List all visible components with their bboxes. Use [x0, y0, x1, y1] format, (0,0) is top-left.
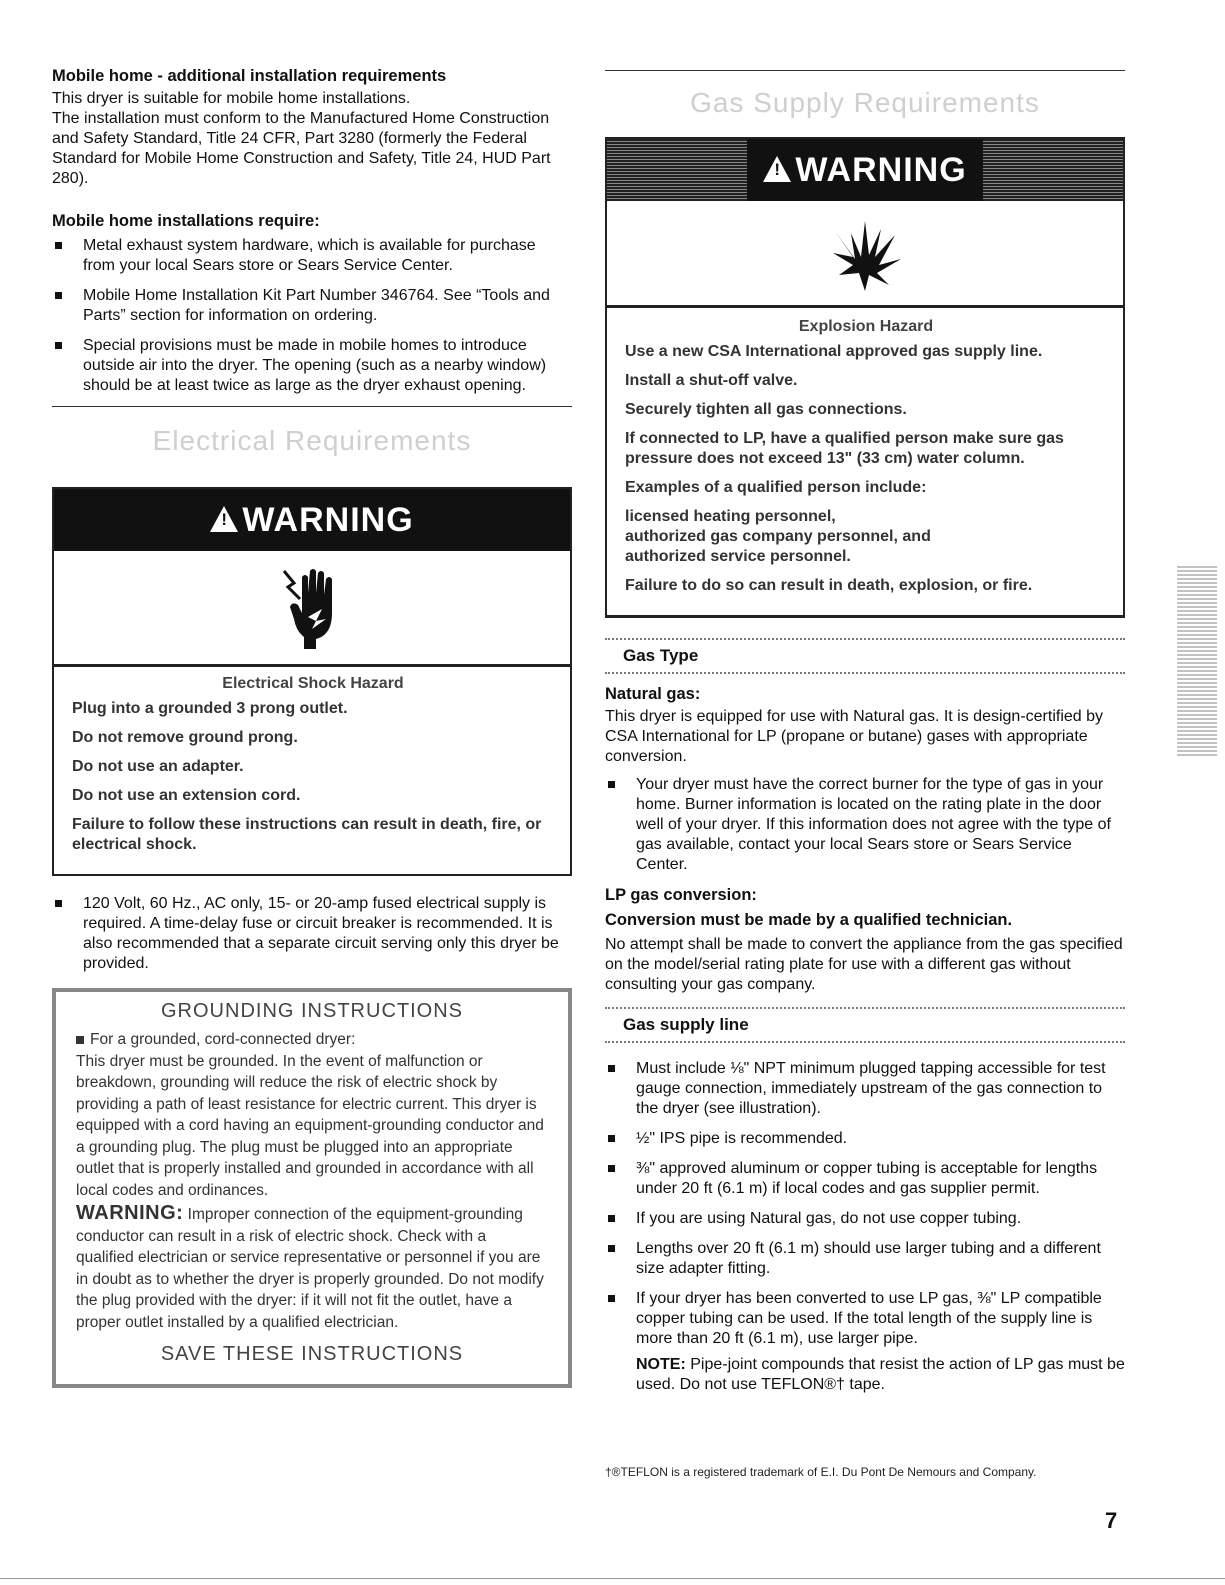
- gas-section-title: Gas Supply Requirements: [690, 87, 1040, 118]
- warning-line: Failure to do so can result in death, explosion, or fire.: [625, 577, 1033, 594]
- electrical-warning-box: [52, 487, 572, 876]
- warning-line: Failure to follow these instructions can result in death, fire, or electrical shock.: [72, 816, 542, 853]
- list-item: Your dryer must have the correct burner for the type of gas in your home. Burner information is located on the rating plate in the door well of your dryer. If this information does not agree with the type of gas available, contact your local Sears store or Sears Service Center.: [605, 775, 1125, 875]
- grounding-title: GROUNDING INSTRUCTIONS: [161, 1000, 463, 1022]
- list-item: Mobile Home Installation Kit Part Number 346764. See “Tools and Parts” section for information on ordering.: [52, 286, 572, 326]
- warning-label: WARNING: [795, 150, 967, 189]
- gas-supply-list: [605, 1059, 1125, 1349]
- note-label: NOTE:: [636, 1356, 686, 1373]
- warning-line: Do not remove ground prong.: [72, 729, 298, 746]
- warning-line: Do not use an adapter.: [72, 758, 244, 775]
- page-number: 7: [1105, 1508, 1118, 1533]
- warning-banner: [607, 139, 1123, 201]
- electrical-list: [52, 894, 572, 974]
- note: [605, 1355, 1125, 1395]
- gas-supply-line-heading: Gas supply line: [605, 1007, 1125, 1043]
- warning-line: Do not use an extension cord.: [72, 787, 301, 804]
- gas-type-heading: Gas Type: [605, 638, 1125, 674]
- electrical-section-title: Electrical Requirements: [152, 425, 472, 456]
- left-column: [52, 66, 572, 1388]
- bottom-rule: [0, 1578, 1225, 1579]
- grounding-paragraph: This dryer must be grounded. In the event of malfunction or breakdown, grounding will reduce the risk of electric shock by providing a path of least resistance for electric current. This dryer is equipped with a cord having an equipment-grounding conductor and a grounding plug. The plug must be plugged into an appropriate outlet that is properly installed and grounded in accordance with all local codes and ordinances.: [76, 1052, 544, 1199]
- grounding-warning-text: Improper connection of the equipment-grounding conductor can result in a risk of electric shock. Check with a qualified electrician or service representative or personnel if you are in doubt as to whether the dryer is properly grounded. Do not modify the plug provided with the dryer: if it will not fit the outlet, have a proper outlet installed by a qualified electrician.: [76, 1206, 544, 1331]
- natural-gas-list: [605, 775, 1125, 875]
- warning-triangle-icon: [210, 506, 238, 532]
- warning-triangle-icon: [763, 156, 791, 182]
- natural-gas-heading: Natural gas:: [605, 685, 701, 703]
- warning-line: Examples of a qualified person include:: [625, 479, 927, 496]
- list-item: ½" IPS pipe is recommended.: [605, 1129, 1125, 1149]
- trademark-footnote: †®TEFLON is a registered trademark of E.I. Du Pont De Nemours and Company.: [605, 1465, 1037, 1479]
- list-item: Must include ⅛" NPT minimum plugged tapping accessible for test gauge connection, immediately upstream of the gas connection to the dryer (see illustration).: [605, 1059, 1125, 1119]
- list-item: Metal exhaust system hardware, which is available for purchase from your local Sears store or Sears Service Center.: [52, 236, 572, 276]
- section-divider: [605, 70, 1125, 71]
- list-item: ⅜" approved aluminum or copper tubing is acceptable for lengths under 20 ft (6.1 m) if local codes and gas supplier permit.: [605, 1159, 1125, 1199]
- mobile-requirements-list: [52, 236, 572, 396]
- warning-line: Plug into a grounded 3 prong outlet.: [72, 700, 348, 717]
- list-item: Lengths over 20 ft (6.1 m) should use larger tubing and a different size adapter fitting.: [605, 1239, 1125, 1279]
- gas-warning-box: [605, 137, 1125, 618]
- section-divider: [52, 406, 572, 407]
- grounding-instructions-box: [52, 988, 572, 1388]
- grounding-warning: [76, 1203, 548, 1333]
- lp-conversion-subheading: Conversion must be made by a qualified technician.: [605, 911, 1013, 929]
- warning-line: licensed heating personnel, authorized gas company personnel, and authorized service personnel.: [625, 508, 931, 565]
- mobile-home-paragraph: This dryer is suitable for mobile home installations. The installation must conform to the Manufactured Home Construction and Safety Standard, Title 24 CFR, Part 3280 (formerly the Federal Standard for Mobile Home Construction and Safety, Title 24, HUD Part 280).: [52, 90, 551, 187]
- grounding-subtitle: For a grounded, cord-connected dryer:: [76, 1029, 548, 1051]
- warning-line: Install a shut-off valve.: [625, 372, 798, 389]
- note-text: Pipe-joint compounds that resist the action of LP gas must be used. Do not use TEFLON®† tape.: [636, 1356, 1125, 1393]
- explosion-icon: [825, 213, 905, 293]
- warning-line: Use a new CSA International approved gas supply line.: [625, 343, 1043, 360]
- grounding-warning-label: WARNING:: [76, 1202, 184, 1224]
- warning-label: WARNING: [242, 500, 414, 539]
- save-instructions: SAVE THESE INSTRUCTIONS: [160, 1343, 464, 1365]
- lp-conversion-heading: LP gas conversion:: [605, 886, 757, 904]
- electric-shock-icon: [272, 563, 352, 653]
- natural-gas-paragraph: This dryer is equipped for use with Natural gas. It is design-certified by CSA International for LP (propane or butane) gases with appropriate conversion.: [605, 708, 1104, 765]
- right-column: [605, 66, 1125, 1395]
- warning-banner-center: [747, 139, 982, 201]
- mobile-requirements-heading: Mobile home installations require:: [52, 212, 320, 230]
- electrical-hazard-title: Electrical Shock Hazard: [222, 675, 404, 692]
- square-bullet-icon: [76, 1036, 84, 1044]
- warning-line: If connected to LP, have a qualified person make sure gas pressure does not exceed 13" (33 cm) water column.: [625, 430, 1064, 467]
- lp-conversion-paragraph: No attempt shall be made to convert the appliance from the gas specified on the model/serial rating plate for use with a different gas without consulting your gas company.: [605, 936, 1123, 993]
- list-item: Special provisions must be made in mobile homes to introduce outside air into the dryer. The opening (such as a nearby window) should be at least twice as large as the dryer exhaust opening.: [52, 336, 572, 396]
- warning-line: Securely tighten all gas connections.: [625, 401, 907, 418]
- list-item: If your dryer has been converted to use LP gas, ⅜" LP compatible copper tubing can be used. If the total length of the supply line is more than 20 ft (6.1 m), use larger pipe.: [605, 1289, 1125, 1349]
- warning-banner: [54, 489, 570, 551]
- explosion-icon-area: [607, 201, 1123, 308]
- list-item: 120 Volt, 60 Hz., AC only, 15- or 20-amp fused electrical supply is required. A time-delay fuse or circuit breaker is recommended. It is also recommended that a separate circuit serving only this dryer be provided.: [52, 894, 572, 974]
- explosion-hazard-title: Explosion Hazard: [798, 318, 934, 335]
- list-item: If you are using Natural gas, do not use copper tubing.: [605, 1209, 1125, 1229]
- mobile-home-heading: Mobile home - additional installation requirements: [52, 67, 447, 85]
- shock-icon-area: [54, 551, 570, 667]
- side-tab-decoration: [1177, 566, 1217, 756]
